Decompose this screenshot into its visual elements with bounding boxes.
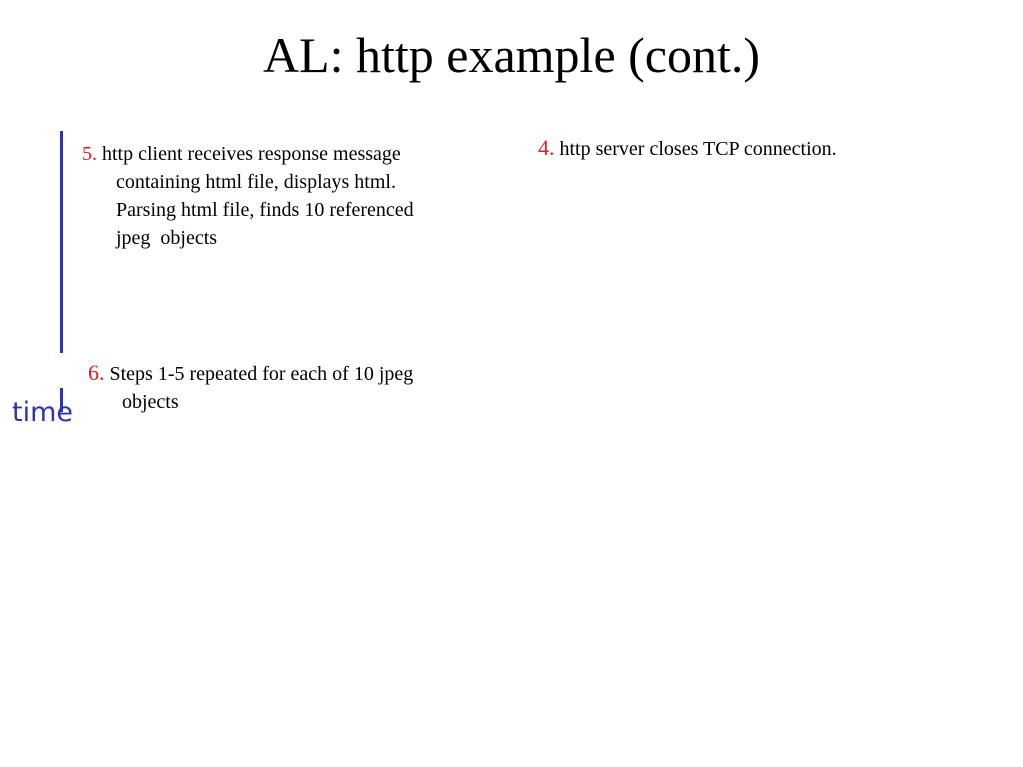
step-5-line-3: Parsing html file, finds 10 referenced [116,199,414,221]
step-4-text [538,134,837,163]
step-6-line-1 [88,359,413,388]
timeline-line [60,131,63,353]
step-4-line-1 [538,134,837,163]
step-5-line-1-text: http client receives response message [102,143,401,165]
step-5-line-2: containing html file, displays html. [116,171,396,193]
step-6-line-2: objects [122,391,179,413]
step-6-line-1-text: Steps 1-5 repeated for each of 10 jpeg [109,363,414,385]
step-5-line-1 [82,140,414,168]
step-4-number: 4. [538,135,555,160]
time-label: time [12,397,74,428]
step-4-line-1-text: http server closes TCP connection. [559,138,837,160]
step-5-line-4: jpeg objects [116,227,218,249]
step-5-number: 5. [82,143,97,165]
slide-title: AL: http example (cont.) [262,27,761,83]
step-6-number: 6. [88,360,105,385]
step-5-text [82,140,414,252]
step-6-text [88,359,413,416]
